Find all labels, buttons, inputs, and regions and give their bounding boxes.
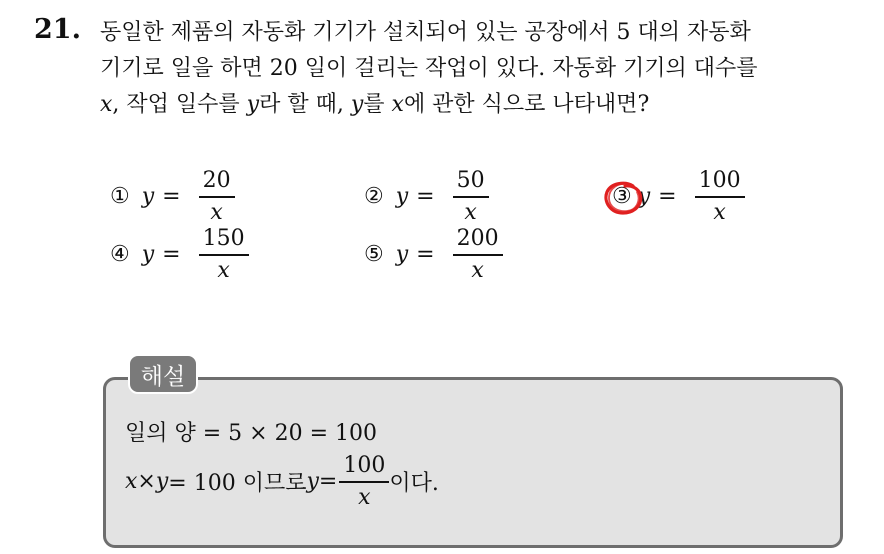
choice-4[interactable] (110, 228, 249, 282)
choice-fraction (695, 170, 745, 224)
choice-lhs: y (395, 242, 409, 268)
fraction-denominator: x (471, 257, 484, 283)
choice-2[interactable] (364, 170, 489, 224)
solution-line-2: x × y = 100 이므로 y = $\frac{100}{x}$ 이다. (125, 453, 439, 510)
fraction-denominator: x (210, 199, 223, 225)
fraction-denominator: x (358, 484, 371, 510)
choice-lhs: y (637, 184, 651, 210)
fraction-numerator: 100 (343, 453, 386, 478)
question-line-1: 동일한 제품의 자동화 기기가 설치되어 있는 공장에서 5 대의 자동화 (100, 20, 751, 45)
choice-marker: ② (364, 184, 384, 210)
choice-eq: = (162, 242, 181, 268)
choice-marker: ④ (110, 242, 130, 268)
choice-eq: = (658, 184, 677, 210)
choice-marker: ⑤ (364, 242, 384, 268)
question-line-2: 기기로 일을 하면 20 일이 걸리는 작업이 있다. 자동화 기기의 대수를 (100, 56, 758, 81)
fraction-numerator: 50 (456, 168, 485, 193)
choice-eq: = (162, 184, 181, 210)
choice-fraction (453, 228, 503, 282)
fraction-denominator: x (713, 199, 726, 225)
solution-fraction (339, 455, 389, 509)
fraction-denominator: x (464, 199, 477, 225)
choice-fraction (453, 170, 489, 224)
choice-5[interactable] (364, 228, 503, 282)
choice-eq: = (416, 184, 435, 210)
choice-1[interactable] (110, 170, 235, 224)
solution-line-1: 일의 양 = 5 × 20 = 100 (125, 421, 377, 446)
fraction-numerator: 200 (456, 226, 499, 251)
fraction-numerator: 150 (202, 226, 245, 251)
question-number: 21. (34, 14, 81, 45)
choice-lhs: y (395, 184, 409, 210)
choice-lhs: y (141, 242, 155, 268)
question-line-3: x, 작업 일수를 y라 할 때, y를 x에 관한 식으로 나타내면? (100, 92, 650, 117)
choice-eq: = (416, 242, 435, 268)
choice-fraction (199, 228, 249, 282)
choice-fraction (199, 170, 235, 224)
solution-tag: 해설 (128, 354, 198, 394)
selected-answer-circle-mark (603, 180, 645, 216)
fraction-numerator: 100 (698, 168, 741, 193)
choice-lhs: y (141, 184, 155, 210)
fraction-denominator: x (217, 257, 230, 283)
choice-marker: ① (110, 184, 130, 210)
fraction-numerator: 20 (202, 168, 231, 193)
choice-marker: ③ (612, 184, 632, 210)
